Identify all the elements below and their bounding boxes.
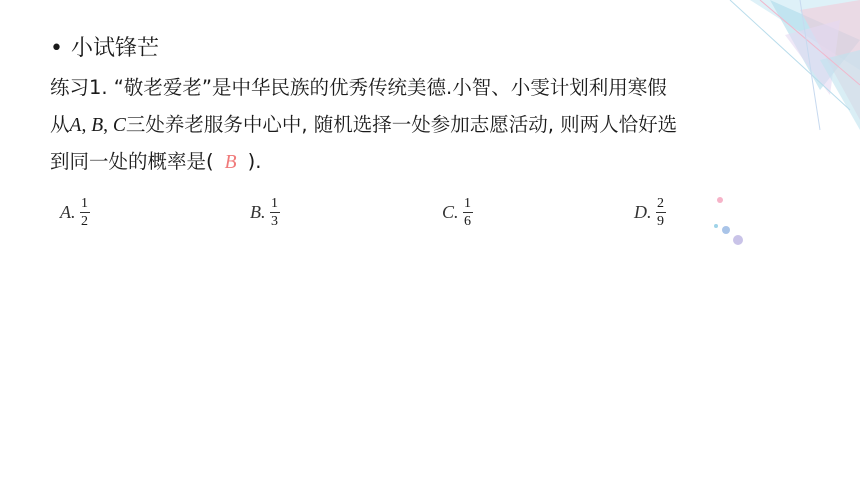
fraction-denominator: 3 xyxy=(271,213,278,229)
question-line3-end: ). xyxy=(247,150,262,173)
option-fraction xyxy=(270,196,280,229)
fraction-bar xyxy=(463,212,473,213)
question-line3-start: 到同一处的概率是( xyxy=(50,150,214,173)
option-fraction xyxy=(80,196,90,229)
fraction-numerator: 1 xyxy=(464,195,472,211)
var-sep-b: , xyxy=(103,115,113,136)
bullet-icon: • xyxy=(50,36,63,61)
option-label: A. xyxy=(60,201,76,222)
fraction-bar xyxy=(270,212,280,213)
answer-value: B xyxy=(224,152,237,173)
question-line-3 xyxy=(50,147,261,178)
var-b: B xyxy=(91,115,104,136)
question-prefix: 练习1. “敬老爱老”是中华民族的优秀传统美德.小智、小雯计划利用寒假 xyxy=(50,76,667,99)
option-a[interactable] xyxy=(60,190,90,234)
option-b[interactable] xyxy=(250,190,280,234)
option-fraction xyxy=(463,196,473,229)
fraction-denominator: 9 xyxy=(657,213,664,229)
option-d[interactable] xyxy=(634,190,666,234)
fraction-bar xyxy=(80,212,90,213)
section-heading xyxy=(50,34,159,64)
option-c[interactable] xyxy=(442,190,473,234)
var-sep-a: , xyxy=(81,115,92,136)
question-line2-end: 三处养老服务中心中, 随机选择一处参加志愿活动, 则两人恰好选 xyxy=(125,113,678,136)
question-line-2 xyxy=(50,110,677,141)
var-c: C xyxy=(112,115,126,136)
var-a: A xyxy=(69,115,82,136)
option-label: C. xyxy=(442,201,459,222)
fraction-bar xyxy=(656,212,666,213)
option-fraction xyxy=(656,196,666,229)
fraction-denominator: 2 xyxy=(81,213,88,229)
answer-options xyxy=(60,190,820,234)
fraction-numerator: 1 xyxy=(81,195,88,211)
fraction-numerator: 2 xyxy=(657,195,664,211)
question-line2-start: 从 xyxy=(50,113,70,136)
fraction-numerator: 1 xyxy=(271,195,278,211)
option-label: B. xyxy=(250,201,266,222)
question-line-1 xyxy=(50,73,667,103)
option-label: D. xyxy=(634,201,652,222)
fraction-denominator: 6 xyxy=(464,213,472,229)
section-title: 小试锋芒 xyxy=(71,36,160,61)
